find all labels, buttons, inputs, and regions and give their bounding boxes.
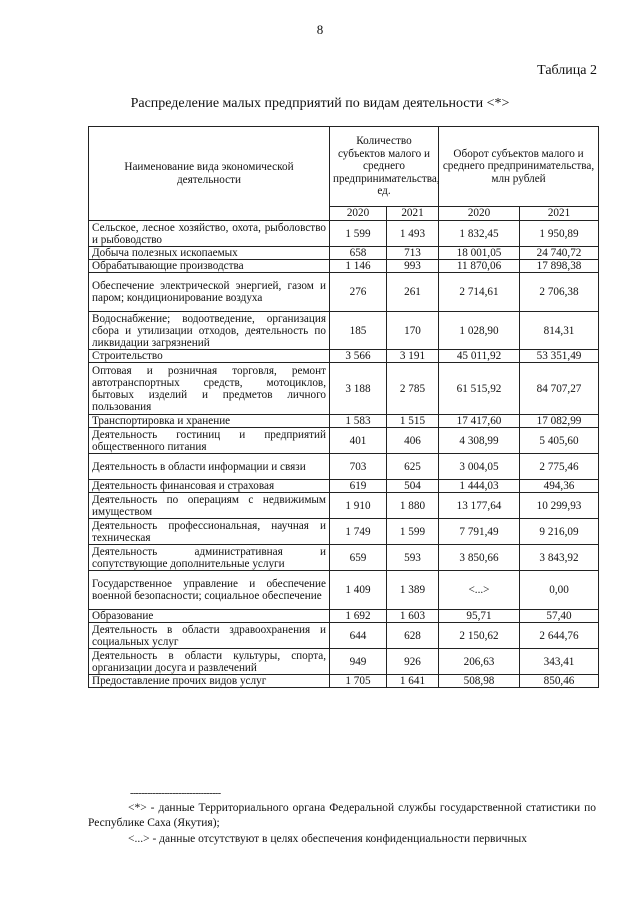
table-row bbox=[89, 454, 599, 480]
table-row bbox=[89, 428, 599, 454]
table-caption: Распределение малых предприятий по видам деятельности <*> bbox=[130, 96, 510, 111]
turnover-2020-cell: 3 850,66 bbox=[439, 545, 520, 571]
table-row bbox=[89, 480, 599, 493]
turnover-2021-cell: 814,31 bbox=[520, 312, 599, 350]
table-row bbox=[89, 260, 599, 273]
activity-name-cell: Транспортировка и хранение bbox=[89, 415, 330, 428]
count-2021-cell: 713 bbox=[387, 247, 439, 260]
count-2021-cell: 261 bbox=[387, 273, 439, 312]
turnover-2021-cell: 850,46 bbox=[520, 675, 599, 688]
count-2021-cell: 625 bbox=[387, 454, 439, 480]
count-2021-cell: 926 bbox=[387, 649, 439, 675]
turnover-2020-cell: 1 028,90 bbox=[439, 312, 520, 350]
turnover-2020-cell: 2 150,62 bbox=[439, 623, 520, 649]
count-2020-cell: 644 bbox=[330, 623, 387, 649]
turnover-2020-cell: <...> bbox=[439, 571, 520, 610]
turnover-2021-cell: 2 644,76 bbox=[520, 623, 599, 649]
activity-name-cell: Деятельность в области культуры, спорта, организации досуга и развлечений bbox=[89, 649, 330, 675]
count-2021-cell: 504 bbox=[387, 480, 439, 493]
activity-name-cell: Деятельность профессиональная, научная и техническая bbox=[89, 519, 330, 545]
turnover-2020-cell: 1 832,45 bbox=[439, 221, 520, 247]
turnover-2021-cell: 1 950,89 bbox=[520, 221, 599, 247]
turnover-2020-cell: 18 001,05 bbox=[439, 247, 520, 260]
table-row bbox=[89, 247, 599, 260]
turnover-2021-cell: 24 740,72 bbox=[520, 247, 599, 260]
page-number: 8 bbox=[316, 22, 324, 37]
header-activity-name: Наименование вида экономической деятельности bbox=[89, 127, 330, 221]
count-2020-cell: 703 bbox=[330, 454, 387, 480]
table-row bbox=[89, 221, 599, 247]
activity-name-cell: Деятельность по операциям с недвижимым имуществом bbox=[89, 493, 330, 519]
table-row bbox=[89, 415, 599, 428]
table-row bbox=[89, 363, 599, 415]
count-2020-cell: 3 566 bbox=[330, 350, 387, 363]
count-2020-cell: 658 bbox=[330, 247, 387, 260]
header-year: 2020 bbox=[439, 207, 520, 221]
count-2020-cell: 1 599 bbox=[330, 221, 387, 247]
turnover-2021-cell: 494,36 bbox=[520, 480, 599, 493]
count-2021-cell: 1 389 bbox=[387, 571, 439, 610]
activity-name-cell: Обрабатывающие производства bbox=[89, 260, 330, 273]
turnover-2020-cell: 1 444,03 bbox=[439, 480, 520, 493]
count-2020-cell: 3 188 bbox=[330, 363, 387, 415]
turnover-2021-cell: 57,40 bbox=[520, 610, 599, 623]
turnover-2020-cell: 17 417,60 bbox=[439, 415, 520, 428]
count-2020-cell: 1 146 bbox=[330, 260, 387, 273]
activity-name-cell: Деятельность в области здравоохранения и социальных услуг bbox=[89, 623, 330, 649]
turnover-2021-cell: 53 351,49 bbox=[520, 350, 599, 363]
table-row bbox=[89, 493, 599, 519]
table-row bbox=[89, 610, 599, 623]
count-2021-cell: 1 493 bbox=[387, 221, 439, 247]
count-2020-cell: 1 749 bbox=[330, 519, 387, 545]
count-2020-cell: 659 bbox=[330, 545, 387, 571]
count-2021-cell: 170 bbox=[387, 312, 439, 350]
activity-name-cell: Деятельность административная и сопутствующие дополнительные услуги bbox=[89, 545, 330, 571]
table-row bbox=[89, 273, 599, 312]
turnover-2021-cell: 10 299,93 bbox=[520, 493, 599, 519]
count-2021-cell: 406 bbox=[387, 428, 439, 454]
count-2021-cell: 1 641 bbox=[387, 675, 439, 688]
turnover-2021-cell: 0,00 bbox=[520, 571, 599, 610]
turnover-2021-cell: 2 775,46 bbox=[520, 454, 599, 480]
header-turnover-group: Оборот субъектов малого и среднего предпринимательства, млн рублей bbox=[439, 127, 599, 207]
count-2021-cell: 2 785 bbox=[387, 363, 439, 415]
turnover-2020-cell: 7 791,49 bbox=[439, 519, 520, 545]
turnover-2020-cell: 95,71 bbox=[439, 610, 520, 623]
turnover-2021-cell: 5 405,60 bbox=[520, 428, 599, 454]
activity-name-cell: Оптовая и розничная торговля, ремонт автотранспортных средств, мотоциклов, бытовых изделий и предметов личного пользования bbox=[89, 363, 330, 415]
activity-name-cell: Добыча полезных ископаемых bbox=[89, 247, 330, 260]
count-2021-cell: 628 bbox=[387, 623, 439, 649]
count-2020-cell: 1 692 bbox=[330, 610, 387, 623]
header-year: 2020 bbox=[330, 207, 387, 221]
table-row bbox=[89, 623, 599, 649]
turnover-2021-cell: 3 843,92 bbox=[520, 545, 599, 571]
footnote-source: <*> - данные Территориального органа Федеральной службы государственной статистики по Республике Саха (Якутия); bbox=[88, 802, 596, 829]
turnover-2020-cell: 4 308,99 bbox=[439, 428, 520, 454]
count-2020-cell: 276 bbox=[330, 273, 387, 312]
turnover-2020-cell: 3 004,05 bbox=[439, 454, 520, 480]
count-2020-cell: 185 bbox=[330, 312, 387, 350]
turnover-2021-cell: 84 707,27 bbox=[520, 363, 599, 415]
count-2020-cell: 1 705 bbox=[330, 675, 387, 688]
header-year: 2021 bbox=[520, 207, 599, 221]
turnover-2020-cell: 2 714,61 bbox=[439, 273, 520, 312]
count-2021-cell: 1 599 bbox=[387, 519, 439, 545]
count-2021-cell: 1 515 bbox=[387, 415, 439, 428]
table-body bbox=[89, 221, 599, 688]
table-label: Таблица 2 bbox=[537, 63, 597, 78]
table-row bbox=[89, 571, 599, 610]
activity-name-cell: Деятельность гостиниц и предприятий общественного питания bbox=[89, 428, 330, 454]
activity-name-cell: Предоставление прочих видов услуг bbox=[89, 675, 330, 688]
count-2020-cell: 1 409 bbox=[330, 571, 387, 610]
count-2021-cell: 1 880 bbox=[387, 493, 439, 519]
activity-name-cell: Деятельность в области информации и связи bbox=[89, 454, 330, 480]
footnote-confidential: <...> - данные отсутствуют в целях обеспечения конфиденциальности первичных bbox=[128, 833, 528, 845]
table-row bbox=[89, 545, 599, 571]
count-2020-cell: 1 910 bbox=[330, 493, 387, 519]
table-row bbox=[89, 519, 599, 545]
count-2020-cell: 1 583 bbox=[330, 415, 387, 428]
activity-name-cell: Сельское, лесное хозяйство, охота, рыболовство и рыбоводство bbox=[89, 221, 330, 247]
table-row bbox=[89, 649, 599, 675]
count-2020-cell: 949 bbox=[330, 649, 387, 675]
count-2020-cell: 619 bbox=[330, 480, 387, 493]
count-2021-cell: 993 bbox=[387, 260, 439, 273]
turnover-2021-cell: 17 898,38 bbox=[520, 260, 599, 273]
activity-name-cell: Государственное управление и обеспечение военной безопасности; социальное обеспечение bbox=[89, 571, 330, 610]
header-count-group: Количество субъектов малого и среднего предпринимательства, ед. bbox=[330, 127, 439, 207]
count-2021-cell: 1 603 bbox=[387, 610, 439, 623]
activity-name-cell: Образование bbox=[89, 610, 330, 623]
header-year: 2021 bbox=[387, 207, 439, 221]
table-row bbox=[89, 350, 599, 363]
turnover-2020-cell: 508,98 bbox=[439, 675, 520, 688]
activity-distribution-table bbox=[88, 126, 599, 688]
turnover-2020-cell: 45 011,92 bbox=[439, 350, 520, 363]
activity-name-cell: Водоснабжение; водоотведение, организация сбора и утилизации отходов, деятельность по ликвидации загрязнений bbox=[89, 312, 330, 350]
activity-name-cell: Обеспечение электрической энергией, газом и паром; кондиционирование воздуха bbox=[89, 273, 330, 312]
turnover-2020-cell: 206,63 bbox=[439, 649, 520, 675]
turnover-2021-cell: 9 216,09 bbox=[520, 519, 599, 545]
turnover-2020-cell: 11 870,06 bbox=[439, 260, 520, 273]
activity-name-cell: Деятельность финансовая и страховая bbox=[89, 480, 330, 493]
turnover-2020-cell: 13 177,64 bbox=[439, 493, 520, 519]
turnover-2021-cell: 343,41 bbox=[520, 649, 599, 675]
table-row bbox=[89, 312, 599, 350]
table-row bbox=[89, 675, 599, 688]
count-2020-cell: 401 bbox=[330, 428, 387, 454]
footnote-separator: -------------------------------- bbox=[130, 788, 221, 799]
turnover-2021-cell: 17 082,99 bbox=[520, 415, 599, 428]
count-2021-cell: 593 bbox=[387, 545, 439, 571]
activity-name-cell: Строительство bbox=[89, 350, 330, 363]
count-2021-cell: 3 191 bbox=[387, 350, 439, 363]
turnover-2021-cell: 2 706,38 bbox=[520, 273, 599, 312]
turnover-2020-cell: 61 515,92 bbox=[439, 363, 520, 415]
